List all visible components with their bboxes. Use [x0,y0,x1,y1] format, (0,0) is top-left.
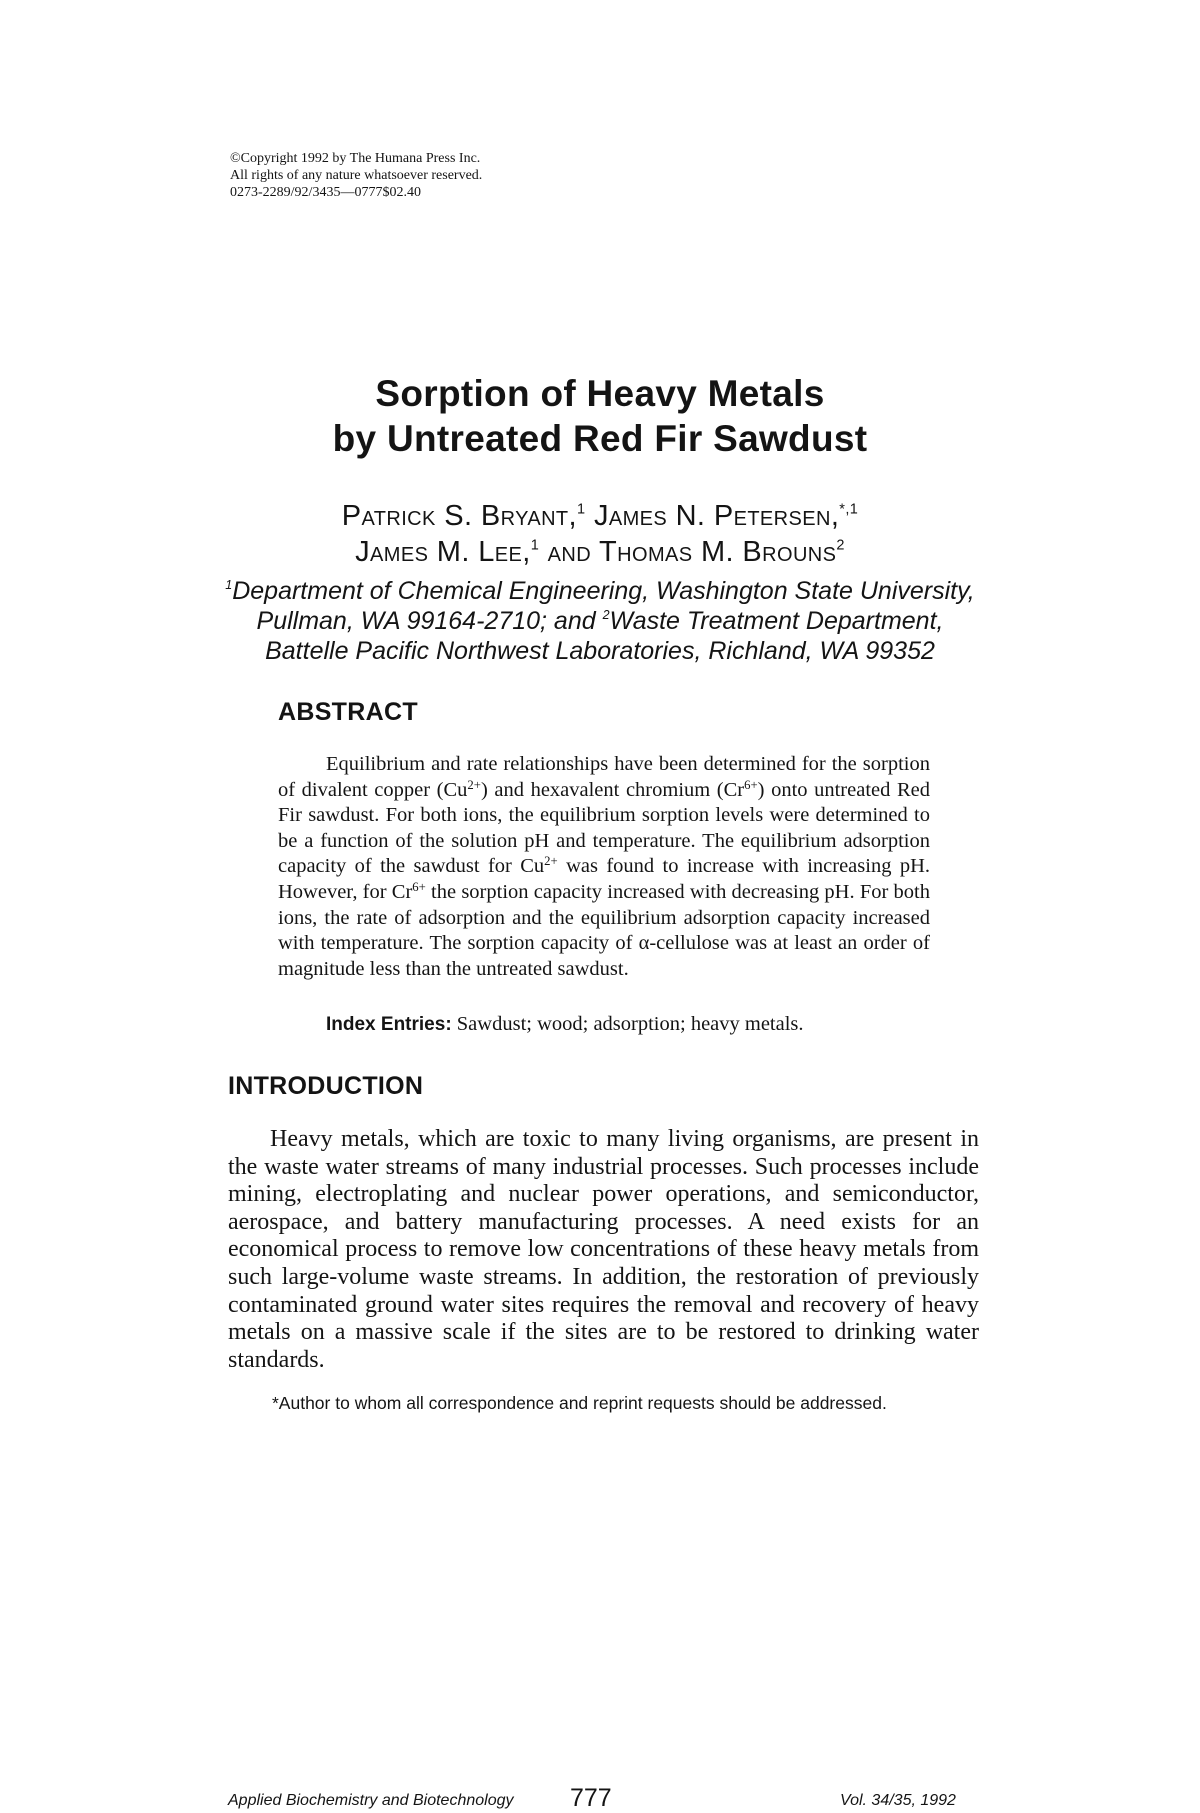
journal-name: Applied Biochemistry and Biotechnology [228,1792,514,1809]
ion-charge: 2+ [467,777,481,792]
copyright-line: ©Copyright 1992 by The Humana Press Inc. [230,151,481,166]
affiliation-text: Waste Treatment Department, [609,607,944,635]
author-name: Patrick S. Bryant, [341,500,577,532]
title-line-2: by Untreated Red Fir Sawdust [332,418,868,459]
title-line-1: Sorption of Heavy Metals [375,373,825,414]
abstract-fragment: was found to increase with increasing pH. However, for Cr [278,855,930,903]
abstract-fragment: ) onto untreated Red Fir sawdust. For both ions, the equilibrium sorption levels were determined to be a function of the solution pH and temperature. The equilibrium adsorption capacity of the sawdust for Cu [278,778,930,878]
affiliation-line-1 [0,576,1200,606]
affiliation-marker: 2 [836,537,845,554]
index-entries-text: Sawdust; wood; adsorption; heavy metals. [456,1013,804,1035]
ion-charge: 6+ [412,879,426,894]
abstract-fragment: Equilibrium and rate relationships have been determined for the sorption of divalent copper (Cu [278,753,930,801]
rights-line: All rights of any nature whatsoever reserved. [230,168,483,183]
introduction-paragraph: Heavy metals, which are toxic to many living organisms, are present in the waste water streams of many industrial processes. Such processes include mining, electroplating and nuclear power operations, and semiconductor, aerospace, and battery manufacturing processes. A need exists for an economical process to remove low concentrations of these heavy metals from such large-volume waste streams. In addition, the restoration of previously contaminated ground water sites requires the removal and recovery of heavy metals on a massive scale if the sites are to be restored to drinking water standards. [228,1126,979,1373]
affiliation-marker: *,1 [839,501,859,518]
index-entries [326,1011,804,1038]
abstract-fragment: ) and hexavalent chromium (Cr [480,778,745,801]
ion-charge: 2+ [544,854,558,869]
abstract-text [278,752,930,982]
author-name: Thomas M. Brouns [599,536,837,568]
affiliations [0,576,1200,666]
affiliation-text: Pullman, WA 99164-2710; and [256,607,596,635]
issn-line: 0273-2289/92/3435—0777$02.40 [230,185,421,200]
author-list [0,498,1200,570]
affiliation-text: Department of Chemical Engineering, Washington State University, [232,577,975,605]
introduction-heading: INTRODUCTION [228,1072,424,1100]
copyright-notice [230,150,650,201]
corresponding-author-footnote: *Author to whom all correspondence and reprint requests should be addressed. [272,1393,887,1413]
affiliation-line-2 [0,606,1200,636]
abstract-fragment: the sorption capacity increased with decreasing pH. For both ions, the rate of adsorption and the equilibrium adsorption capacity increased with temperature. The sorption capacity of α-cellulose was at least an order of magnitude less than the untreated sawdust. [278,880,930,980]
affiliation-line-3: Battelle Pacific Northwest Laboratories, Richland, WA 99352 [265,637,935,665]
affiliation-marker: 1 [577,501,586,518]
paper-title [0,371,1200,461]
affiliation-marker: 1 [530,537,540,554]
index-entries-label: Index Entries: [326,1014,452,1035]
author-conjunction: and [547,536,592,568]
volume-info: Vol. 34/35, 1992 [840,1792,956,1809]
affiliation-marker: 1 [225,578,233,592]
affiliation-marker: 2 [602,608,610,622]
author-name: James M. Lee, [355,536,531,568]
ion-charge: 6+ [744,777,758,792]
author-line-2 [0,534,1200,570]
author-name: James N. Petersen, [593,500,840,532]
page-number: 777 [570,1784,612,1812]
abstract-heading: ABSTRACT [278,698,418,726]
author-line-1 [0,498,1200,534]
